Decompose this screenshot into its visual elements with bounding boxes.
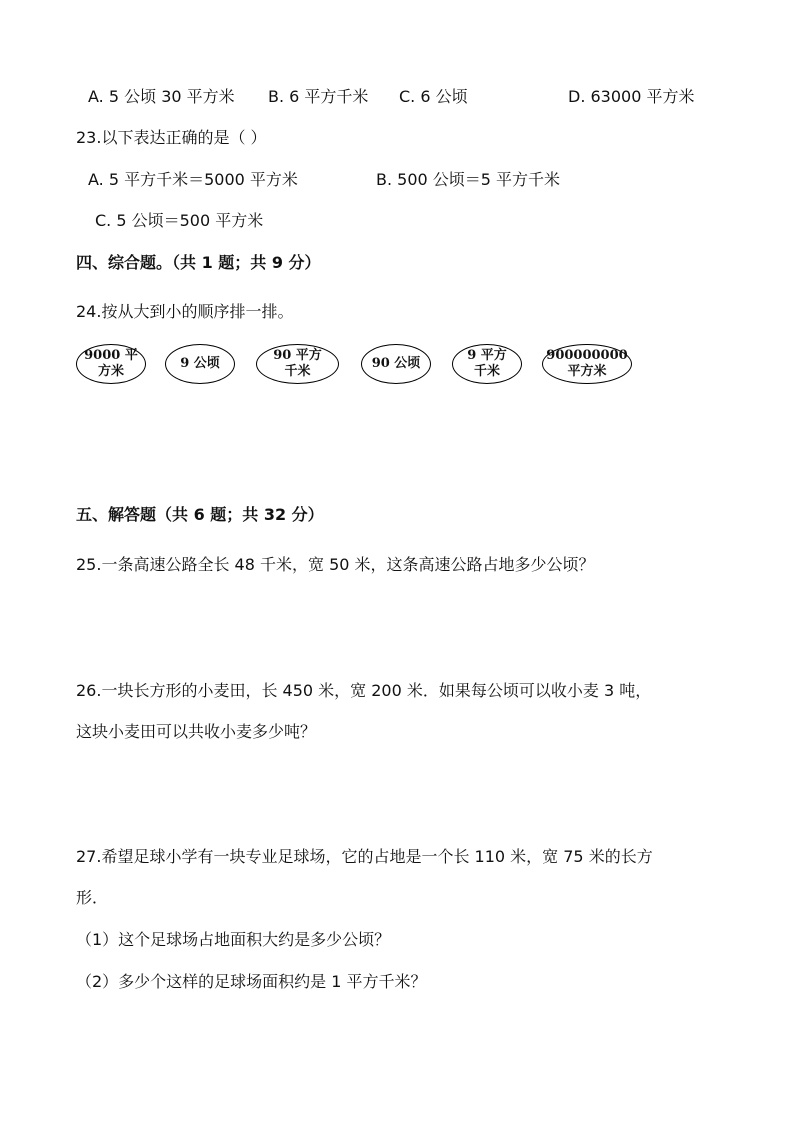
q26-line-2: 这块小麦田可以共收小麦多少吨？ — [76, 722, 317, 741]
q24-item-3-line2: 千米 — [284, 364, 311, 379]
q22-option-a: A. 5 公顷 30 平方米 — [88, 87, 235, 106]
q24-item-1 — [76, 344, 146, 384]
q22-option-b: B. 6 平方千米 — [268, 87, 369, 106]
q24-item-6-line1: 900000000 — [546, 348, 628, 363]
q24-item-1-line2: 方米 — [97, 364, 124, 379]
q24-item-5-line2: 千米 — [473, 364, 500, 379]
q24-item-2-line1: 9 公顷 — [180, 356, 220, 371]
q27-sub-2: （2）多少个这样的足球场面积约是 1 平方千米？ — [76, 972, 427, 991]
q24-item-3 — [256, 344, 339, 384]
q23-option-b: B. 500 公顷＝5 平方千米 — [376, 170, 561, 189]
q24-item-2 — [165, 344, 235, 384]
q24-item-1-line1: 9000 平 — [84, 348, 138, 363]
q27-sub-1: （1）这个足球场占地面积大约是多少公顷？ — [76, 930, 391, 949]
q23-stem: 23.以下表达正确的是（ ） — [76, 128, 267, 147]
section-4-title: 四、综合题。（共 1 题；共 9 分） — [76, 253, 321, 272]
q27-line-2: 形． — [76, 888, 109, 907]
q27-line-1: 27.希望足球小学有一块专业足球场，它的占地是一个长 110 米，宽 75 米的长方 — [76, 847, 653, 866]
q22-option-d: D. 63000 平方米 — [568, 87, 695, 106]
q26-line-1: 26.一块长方形的小麦田，长 450 米，宽 200 米．如果每公顷可以收小麦 3 吨， — [76, 681, 652, 700]
q24-item-5-line1: 9 平方 — [467, 348, 507, 363]
section-5-title: 五、解答题（共 6 题；共 32 分） — [76, 505, 324, 524]
q24-item-6 — [542, 344, 632, 384]
q24-item-4-line1: 90 公顷 — [371, 356, 421, 371]
q23-option-a: A. 5 平方千米＝5000 平方米 — [88, 170, 298, 189]
q24-item-4 — [361, 344, 431, 384]
q24-item-5 — [452, 344, 522, 384]
q24-item-3-line1: 90 平方 — [273, 348, 322, 363]
q23-option-c: C. 5 公顷＝500 平方米 — [95, 211, 264, 230]
q25-stem: 25.一条高速公路全长 48 千米，宽 50 米，这条高速公路占地多少公顷？ — [76, 555, 595, 574]
q22-option-c: C. 6 公顷 — [399, 87, 468, 106]
q24-item-6-line2: 平方米 — [567, 364, 607, 379]
q24-stem: 24.按从大到小的顺序排一排。 — [76, 302, 294, 321]
